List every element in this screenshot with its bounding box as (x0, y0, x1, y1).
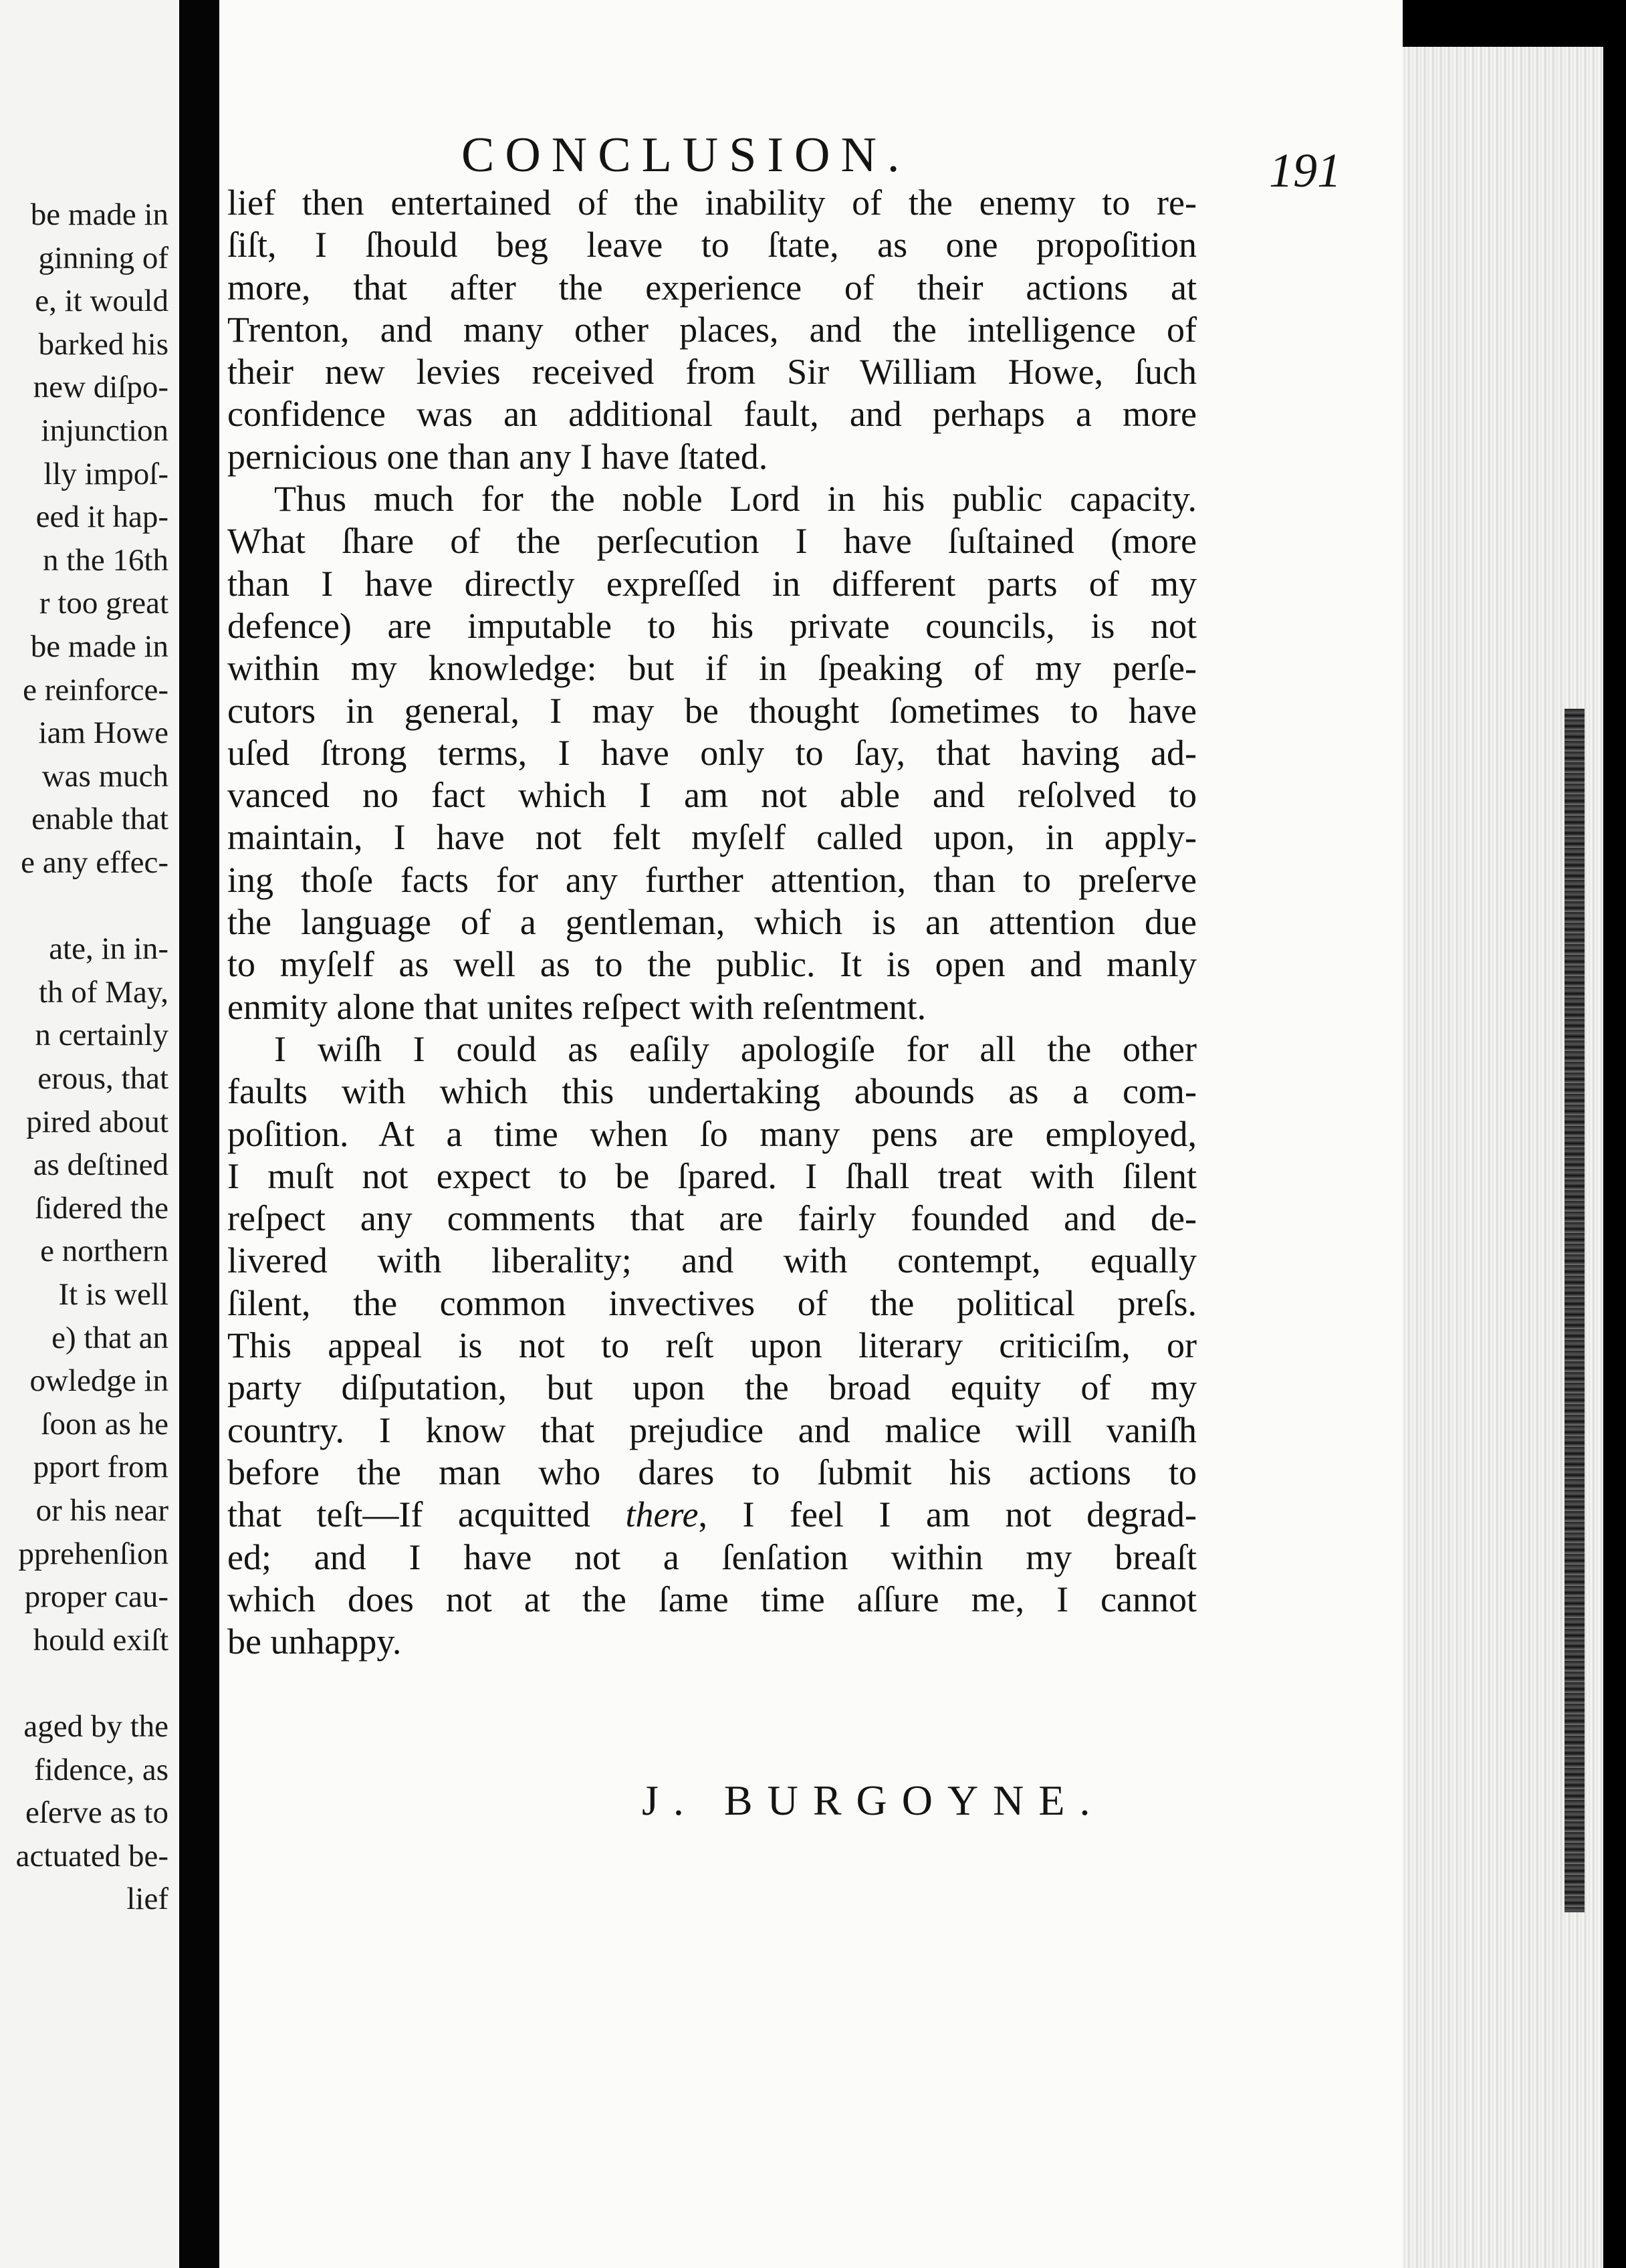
body-line: within my knowledge: but if in ſpeaking of my perſe- (227, 648, 1197, 689)
body-line: ſilent, the common invectives of the political preſs. (227, 1282, 1197, 1323)
body-text (227, 182, 1197, 1663)
facing-page-line: ſoon as he (41, 1406, 168, 1442)
body-line: country. I know that prejudice and malice will vaniſh (227, 1409, 1197, 1450)
facing-page-line: was much (41, 758, 168, 794)
facing-page-line: It is well (58, 1277, 168, 1312)
facing-page-line: injunction (41, 413, 168, 448)
facing-page-line: be made in (30, 629, 168, 664)
facing-page-line: pport from (33, 1450, 168, 1485)
body-line (227, 1494, 1197, 1536)
body-line: which does not at the ſame time aſſure me, I cannot (227, 1579, 1197, 1619)
facing-page-line: e any effec- (21, 845, 168, 880)
facing-page-line: as deſtined (33, 1147, 168, 1183)
background-top-right (1403, 0, 1603, 47)
body-line: enmity alone that unites reſpect with reſentment. (227, 986, 927, 1027)
body-line: than I have directly expreſſed in different parts of my (227, 563, 1197, 604)
body-line-segment: , I feel I am not degrad- (698, 1494, 1197, 1535)
facing-page-line: erous, that (37, 1061, 168, 1096)
body-line: ſiſt, I ſhould beg leave to ſtate, as one propoſition (227, 225, 1197, 265)
facing-page-line: ſidered the (35, 1190, 168, 1226)
facing-page-line: pired about (26, 1104, 168, 1139)
facing-page-line: n certainly (35, 1018, 168, 1053)
body-line: faults with which this undertaking abounds as a com- (227, 1071, 1197, 1112)
body-line: confidence was an additional fault, and perhaps a more (227, 394, 1197, 435)
body-line: maintain, I have not felt myſelf called upon, in apply- (227, 817, 1197, 858)
body-line: I wiſh I could as eaſily apologiſe for all the other (274, 1028, 1197, 1069)
body-line: before the man who dares to ſubmit his actions to (227, 1452, 1197, 1492)
facing-page-line: eed it hap- (35, 499, 168, 535)
facing-page-line: e, it would (35, 284, 168, 319)
facing-page-line: fidence, as (34, 1752, 168, 1787)
italic-word: there (625, 1494, 699, 1535)
body-line: livered with liberality; and with contempt, equally (227, 1240, 1197, 1281)
facing-page-line: ginning of (38, 240, 168, 275)
page-number: 191 (1269, 144, 1341, 197)
body-line: ing thoſe facts for any further attention, than to preſerve (227, 859, 1197, 900)
running-head: CONCLUSION. (461, 128, 911, 183)
facing-page-line: aged by the (23, 1709, 168, 1744)
facing-page-line: actuated be- (15, 1838, 168, 1874)
facing-page-line: lly impoſ- (43, 456, 168, 491)
facing-page-line: barked his (38, 326, 168, 362)
body-line: pernicious one than any I have ſtated. (227, 436, 768, 477)
facing-page-line: be made in (30, 197, 168, 232)
facing-page-line: ate, in in- (49, 931, 168, 967)
body-line: to myſelf as well as to the public. It is open and manly (227, 944, 1197, 985)
facing-page-line: iam Howe (38, 715, 168, 751)
facing-page-line: pprehenſion (18, 1536, 168, 1571)
body-line: This appeal is not to reſt upon literary criticiſm, or (227, 1325, 1197, 1366)
book-gutter (179, 0, 219, 2268)
facing-page-line: e reinforce- (23, 672, 168, 707)
body-line: the language of a gentleman, which is an attention due (227, 902, 1197, 943)
facing-page-line: n the 16th (43, 542, 168, 578)
facing-page-line: lief (126, 1882, 168, 1917)
body-line: more, that after the experience of their actions at (227, 267, 1197, 308)
facing-page-line: proper cau- (24, 1579, 168, 1615)
facing-page-line: or his near (35, 1493, 168, 1528)
body-line: their new levies received from Sir William Howe, ſuch (227, 352, 1197, 392)
facing-page-line: enable that (31, 802, 168, 837)
body-line: ed; and I have not a ſenſation within my breaſt (227, 1537, 1197, 1577)
background-right (1603, 0, 1626, 2268)
body-line: lief then entertained of the inability of the enemy to re- (227, 183, 1197, 223)
body-line: What ſhare of the perſecution I have ſuſtained (more (227, 521, 1197, 562)
facing-page-line: new diſpo- (33, 370, 168, 405)
facing-page-line: e) that an (51, 1320, 168, 1355)
facing-page-line: r too great (39, 586, 168, 621)
facing-page-line: e northern (40, 1234, 168, 1269)
body-line: cutors in general, I may be thought ſometimes to have (227, 690, 1197, 731)
body-line-segment: that teſt—If acquitted (227, 1494, 626, 1535)
page-stack-shadow (1564, 709, 1585, 1912)
facing-page-line: th of May, (38, 974, 168, 1010)
body-line: Trenton, and many other places, and the intelligence of (227, 309, 1197, 350)
body-line: defence) are imputable to his private councils, is not (227, 605, 1197, 646)
body-line: vanced no fact which I am not able and reſolved to (227, 775, 1197, 816)
body-line: party diſputation, but upon the broad equity of my (227, 1367, 1197, 1408)
author-signature: J. BURGOYNE. (642, 1777, 1105, 1824)
facing-page-line: owledge in (29, 1363, 168, 1399)
body-line: Thus much for the noble Lord in his public capacity. (274, 479, 1197, 520)
body-line: be unhappy. (227, 1621, 402, 1662)
facing-page-line: hould exiſt (33, 1622, 168, 1658)
body-line: poſition. At a time when ſo many pens are employed, (227, 1113, 1197, 1154)
facing-page-line: eſerve as to (25, 1795, 168, 1831)
body-line: I muſt not expect to be ſpared. I ſhall treat with ſilent (227, 1155, 1197, 1196)
body-line: reſpect any comments that are fairly founded and de- (227, 1198, 1197, 1239)
facing-page-fragment (0, 0, 179, 2268)
body-line: uſed ſtrong terms, I have only to ſay, that having ad- (227, 732, 1197, 773)
